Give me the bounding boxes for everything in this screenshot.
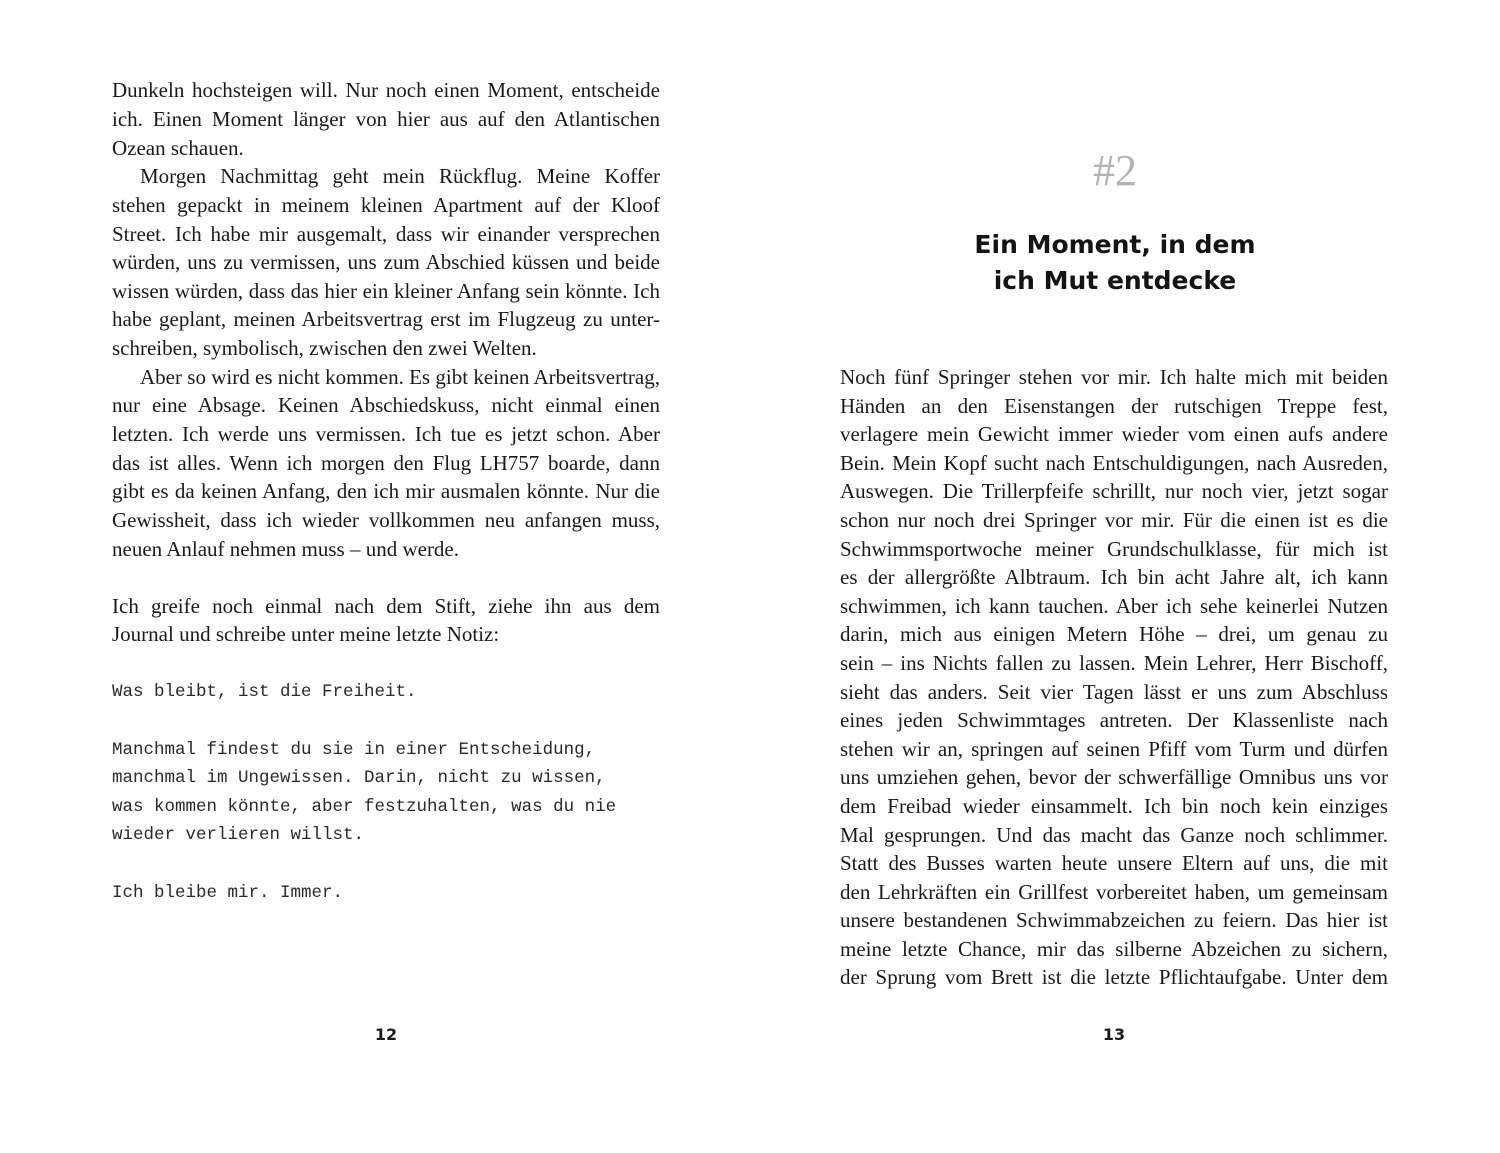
text-line: Händen an den Eisenstangen der rutschigen Treppe fest, — [840, 394, 1388, 418]
text-line: ich. Einen Moment länger von hier aus auf den Atlantischen — [112, 107, 660, 131]
text-line: schreiben, symbolisch, zwischen den zwei Welten. — [112, 336, 537, 360]
text-line: der Sprung vom Brett ist die letzte Pflichtaufgabe. Unter dem — [840, 965, 1388, 989]
text-line: schwimmen, ich kann tauchen. Aber ich sehe keinerlei Nutzen — [840, 594, 1388, 618]
page-number: 13 — [1102, 1025, 1126, 1044]
note-line: was kommen könnte, aber festzuhalten, was du nie — [112, 797, 617, 817]
text-line: unsere bestandenen Schwimmabzeichen zu feiern. Das hier ist — [840, 908, 1388, 932]
text-line: Auswegen. Die Trillerpfeife schrillt, nur noch vier, jetzt sogar — [840, 479, 1388, 503]
text-line: schon nur noch drei Springer vor mir. Für die einen ist es die — [840, 508, 1388, 532]
text-line: sieht das anders. Seit vier Tagen lässt er uns zum Abschluss — [840, 680, 1388, 704]
text-line: darin, mich aus einigen Metern Höhe – drei, um genau zu — [840, 622, 1388, 646]
text-line: dem Freibad wieder einsammelt. Ich bin noch kein einziges — [840, 794, 1388, 818]
text-line: Bein. Mein Kopf sucht nach Entschuldigungen, nach Ausreden, — [840, 451, 1388, 475]
text-line: eines jeden Schwimmtages antreten. Der Klassenliste nach — [840, 708, 1388, 732]
text-line: Ozean schauen. — [112, 136, 244, 160]
text-line: habe geplant, meinen Arbeitsvertrag erst im Flugzeug zu unter- — [112, 307, 660, 331]
chapter-title-line: ich Mut entdecke — [993, 266, 1237, 295]
text-line: nur eine Absage. Keinen Abschiedskuss, nicht einmal einen — [112, 393, 660, 417]
text-line: meine letzte Chance, mir das silberne Abzeichen zu sichern, — [840, 937, 1388, 961]
text-line: wissen würden, dass das hier ein kleiner Anfang sein könnte. Ich — [112, 279, 660, 303]
text-line: verlagere mein Gewicht immer wieder vom einen aufs andere — [840, 422, 1388, 446]
text-line: letzten. Ich werde uns vermissen. Ich tue es jetzt schon. Aber — [112, 422, 660, 446]
note-line: Manchmal findest du sie in einer Entscheidung, — [112, 740, 596, 760]
text-line: gibt es da keinen Anfang, den ich mir ausmalen könnte. Nur die — [112, 479, 660, 503]
text-line: neuen Anlauf nehmen muss – und werde. — [112, 537, 460, 561]
note-line: Was bleibt, ist die Freiheit. — [112, 682, 417, 702]
note-line: Ich bleibe mir. Immer. — [112, 883, 344, 903]
text-line: es der allergrößte Albtraum. Ich bin acht Jahre alt, ich kann — [840, 565, 1388, 589]
text-line: Schwimmsportwoche meiner Grundschulklasse, für mich ist — [840, 537, 1388, 561]
text-line: das ist alles. Wenn ich morgen den Flug LH757 boarde, dann — [112, 451, 660, 475]
text-line: Ich greife noch einmal nach dem Stift, ziehe ihn aus dem — [112, 594, 660, 618]
text-line: Journal und schreibe unter meine letzte Notiz: — [112, 622, 500, 646]
text-line: den Lehrkräften ein Grillfest vorbereitet haben, um gemeinsam — [840, 880, 1388, 904]
text-line: Mal gesprungen. Und das macht das Ganze noch schlimmer. — [840, 823, 1388, 847]
right-page — [750, 0, 1500, 1153]
text-line: Street. Ich habe mir ausgemalt, dass wir einander versprechen — [112, 222, 660, 246]
text-line: Statt des Busses warten heute unsere Eltern auf uns, die mit — [840, 851, 1388, 875]
text-line: Noch fünf Springer stehen vor mir. Ich halte mich mit beiden — [840, 365, 1388, 389]
text-line: würden, uns zu vermissen, uns zum Abschied küssen und beide — [112, 250, 660, 274]
text-line: sein – ins Nichts fallen zu lassen. Mein Lehrer, Herr Bischoff, — [840, 651, 1388, 675]
text-line: Gewissheit, dass ich wieder vollkommen neu anfangen muss, — [112, 508, 660, 532]
page-number: 12 — [374, 1025, 398, 1044]
text-line: Aber so wird es nicht kommen. Es gibt keinen Arbeitsvertrag, — [140, 365, 660, 389]
chapter-number: #2 — [1093, 146, 1137, 195]
text-line: Morgen Nachmittag geht mein Rückflug. Meine Koffer — [140, 164, 660, 188]
text-line: Dunkeln hochsteigen will. Nur noch einen Moment, entscheide — [112, 78, 660, 102]
chapter-title-line: Ein Moment, in dem — [974, 230, 1256, 259]
note-line: manchmal im Ungewissen. Darin, nicht zu wissen, — [112, 768, 606, 788]
note-line: wieder verlieren willst. — [112, 825, 365, 845]
text-line: stehen wir an, springen auf seinen Pfiff vom Turm und dürfen — [840, 737, 1388, 761]
text-line: uns umziehen gehen, bevor der schwerfällige Omnibus uns vor — [840, 765, 1388, 789]
text-line: stehen gepackt in meinem kleinen Apartment auf der Kloof — [112, 193, 660, 217]
